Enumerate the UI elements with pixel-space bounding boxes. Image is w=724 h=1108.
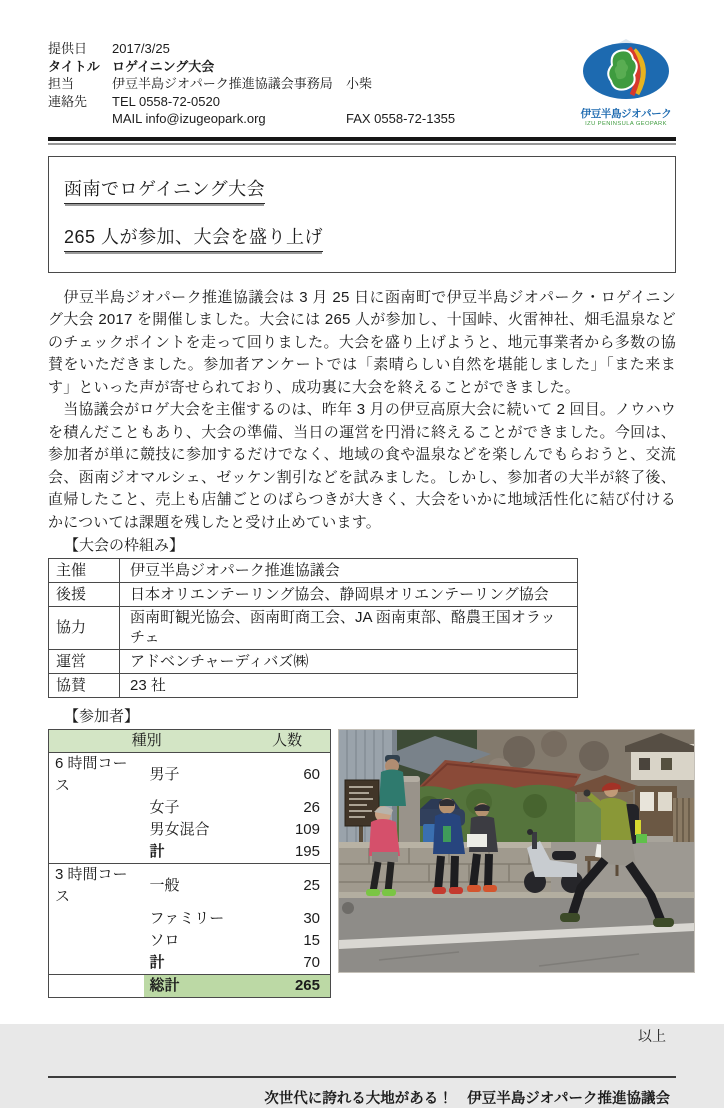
table-row: 女子 26 — [149, 799, 320, 816]
headline-box — [48, 156, 676, 273]
headline-2: 265 人が参加、大会を盛り上げ — [64, 223, 660, 252]
table-row: 協力 函南町観光協会、函南町商工会、JA 函南東部、酪農王国オラッチェ — [49, 607, 578, 650]
closing-word: 以上 — [638, 1028, 666, 1044]
person-name: 小柴 — [346, 76, 373, 91]
date-value: 2017/3/25 — [112, 41, 170, 56]
geopark-emblem-icon — [581, 38, 671, 100]
headline-1: 函南でロゲイニング大会 — [64, 175, 660, 204]
contact-label: 連絡先 — [48, 93, 88, 109]
participants-table — [48, 729, 331, 998]
tel-value: TEL 0558-72-0520 — [112, 93, 220, 109]
framework-heading: 【大会の枠組み】 — [64, 537, 185, 554]
fax-value: FAX 0558-72-1355 — [346, 111, 456, 126]
logo-title: 伊豆半島ジオパーク — [580, 108, 672, 120]
table-row: 後援 日本オリエンテーリング協会、静岡県オリエンテーリング協会 — [49, 583, 578, 607]
table-total-row: 総計 265 — [49, 975, 331, 998]
table-header-row: 種別 人数 — [49, 730, 331, 753]
table-row: 6 時間コース 男子 60 — [55, 755, 320, 794]
date-label: 提供日 — [48, 41, 88, 56]
person-label: 担当 — [48, 76, 75, 91]
mail-value: MAIL info@izugeopark.org — [112, 111, 266, 126]
footer-slogan: 次世代に誇れる大地がある！ 伊豆半島ジオパーク推進協議会 — [48, 1076, 676, 1108]
table-row: 運営 アドベンチャーディバズ㈱ — [49, 650, 578, 674]
table-row: 男女混合 109 — [149, 821, 320, 838]
body-paragraph-2: 当協議会がロゲ大会を主催するのは、昨年 3 月の伊豆高原大会に続いて 2 回目。ノウハウを積んだこともあり、大会の準備、当日の運営を円滑に終えることができました。今回は、参加者が単に競技に参加するだけでなく、地域の食や温泉などを楽しんでもらおうと、交流会、函南ジオマルシェ、ゼッケン割引などを試みました。しかし、参加者の大半が終了後、直帰したこと、売上も店舗ごとのばらつきが大きく、大会をいかに地域活性化に結び付けるかについては課題を残したと受け止めています。 — [48, 401, 676, 531]
header-row-tel — [48, 93, 568, 111]
header-row-mail-fax — [48, 110, 568, 128]
table-row: ファミリー 30 — [149, 910, 320, 927]
logo-subtitle: IZU PENINSULA GEOPARK — [585, 121, 667, 127]
body-paragraph-1: 伊豆半島ジオパーク推進協議会は 3 月 25 日に函南町で伊豆半島ジオパーク・ロゲイニング大会 2017 を開催しました。大会には 265 人が参加し、十国峠、火雷神社、畑毛温泉などのチェックポイントを走って回りました。大会を盛り上げようと、地元事業者から多数の協賛をいただきました。参加者アンケートでは「素晴らしい自然を堪能しました」「また来ます」といった声が寄せられており、成功裏に大会を終えることができました。 — [48, 288, 676, 396]
header-row-contact-person — [48, 75, 568, 93]
title-label: タイトル — [48, 58, 100, 74]
table-row: 計 195 — [149, 843, 320, 860]
header-divider — [48, 137, 676, 145]
framework-table — [48, 558, 578, 698]
header-row-date — [48, 40, 568, 58]
event-photo — [338, 729, 695, 973]
person-org: 伊豆半島ジオパーク推進協議会事務局 — [112, 76, 333, 91]
participants-section — [48, 729, 694, 998]
izu-geopark-logo — [578, 38, 674, 127]
table-row: ソロ 15 — [149, 932, 320, 949]
header-row-title — [48, 58, 568, 76]
table-row: 主催 伊豆半島ジオパーク推進協議会 — [49, 559, 578, 583]
table-row: 3 時間コース 一般 25 — [49, 864, 331, 909]
title-value: ロゲイニング大会 — [112, 58, 215, 74]
table-row: 協賛 23 社 — [49, 674, 578, 698]
table-row: 計 70 — [149, 954, 320, 971]
header-contact-block — [48, 40, 568, 128]
participants-heading: 【参加者】 — [64, 708, 140, 725]
